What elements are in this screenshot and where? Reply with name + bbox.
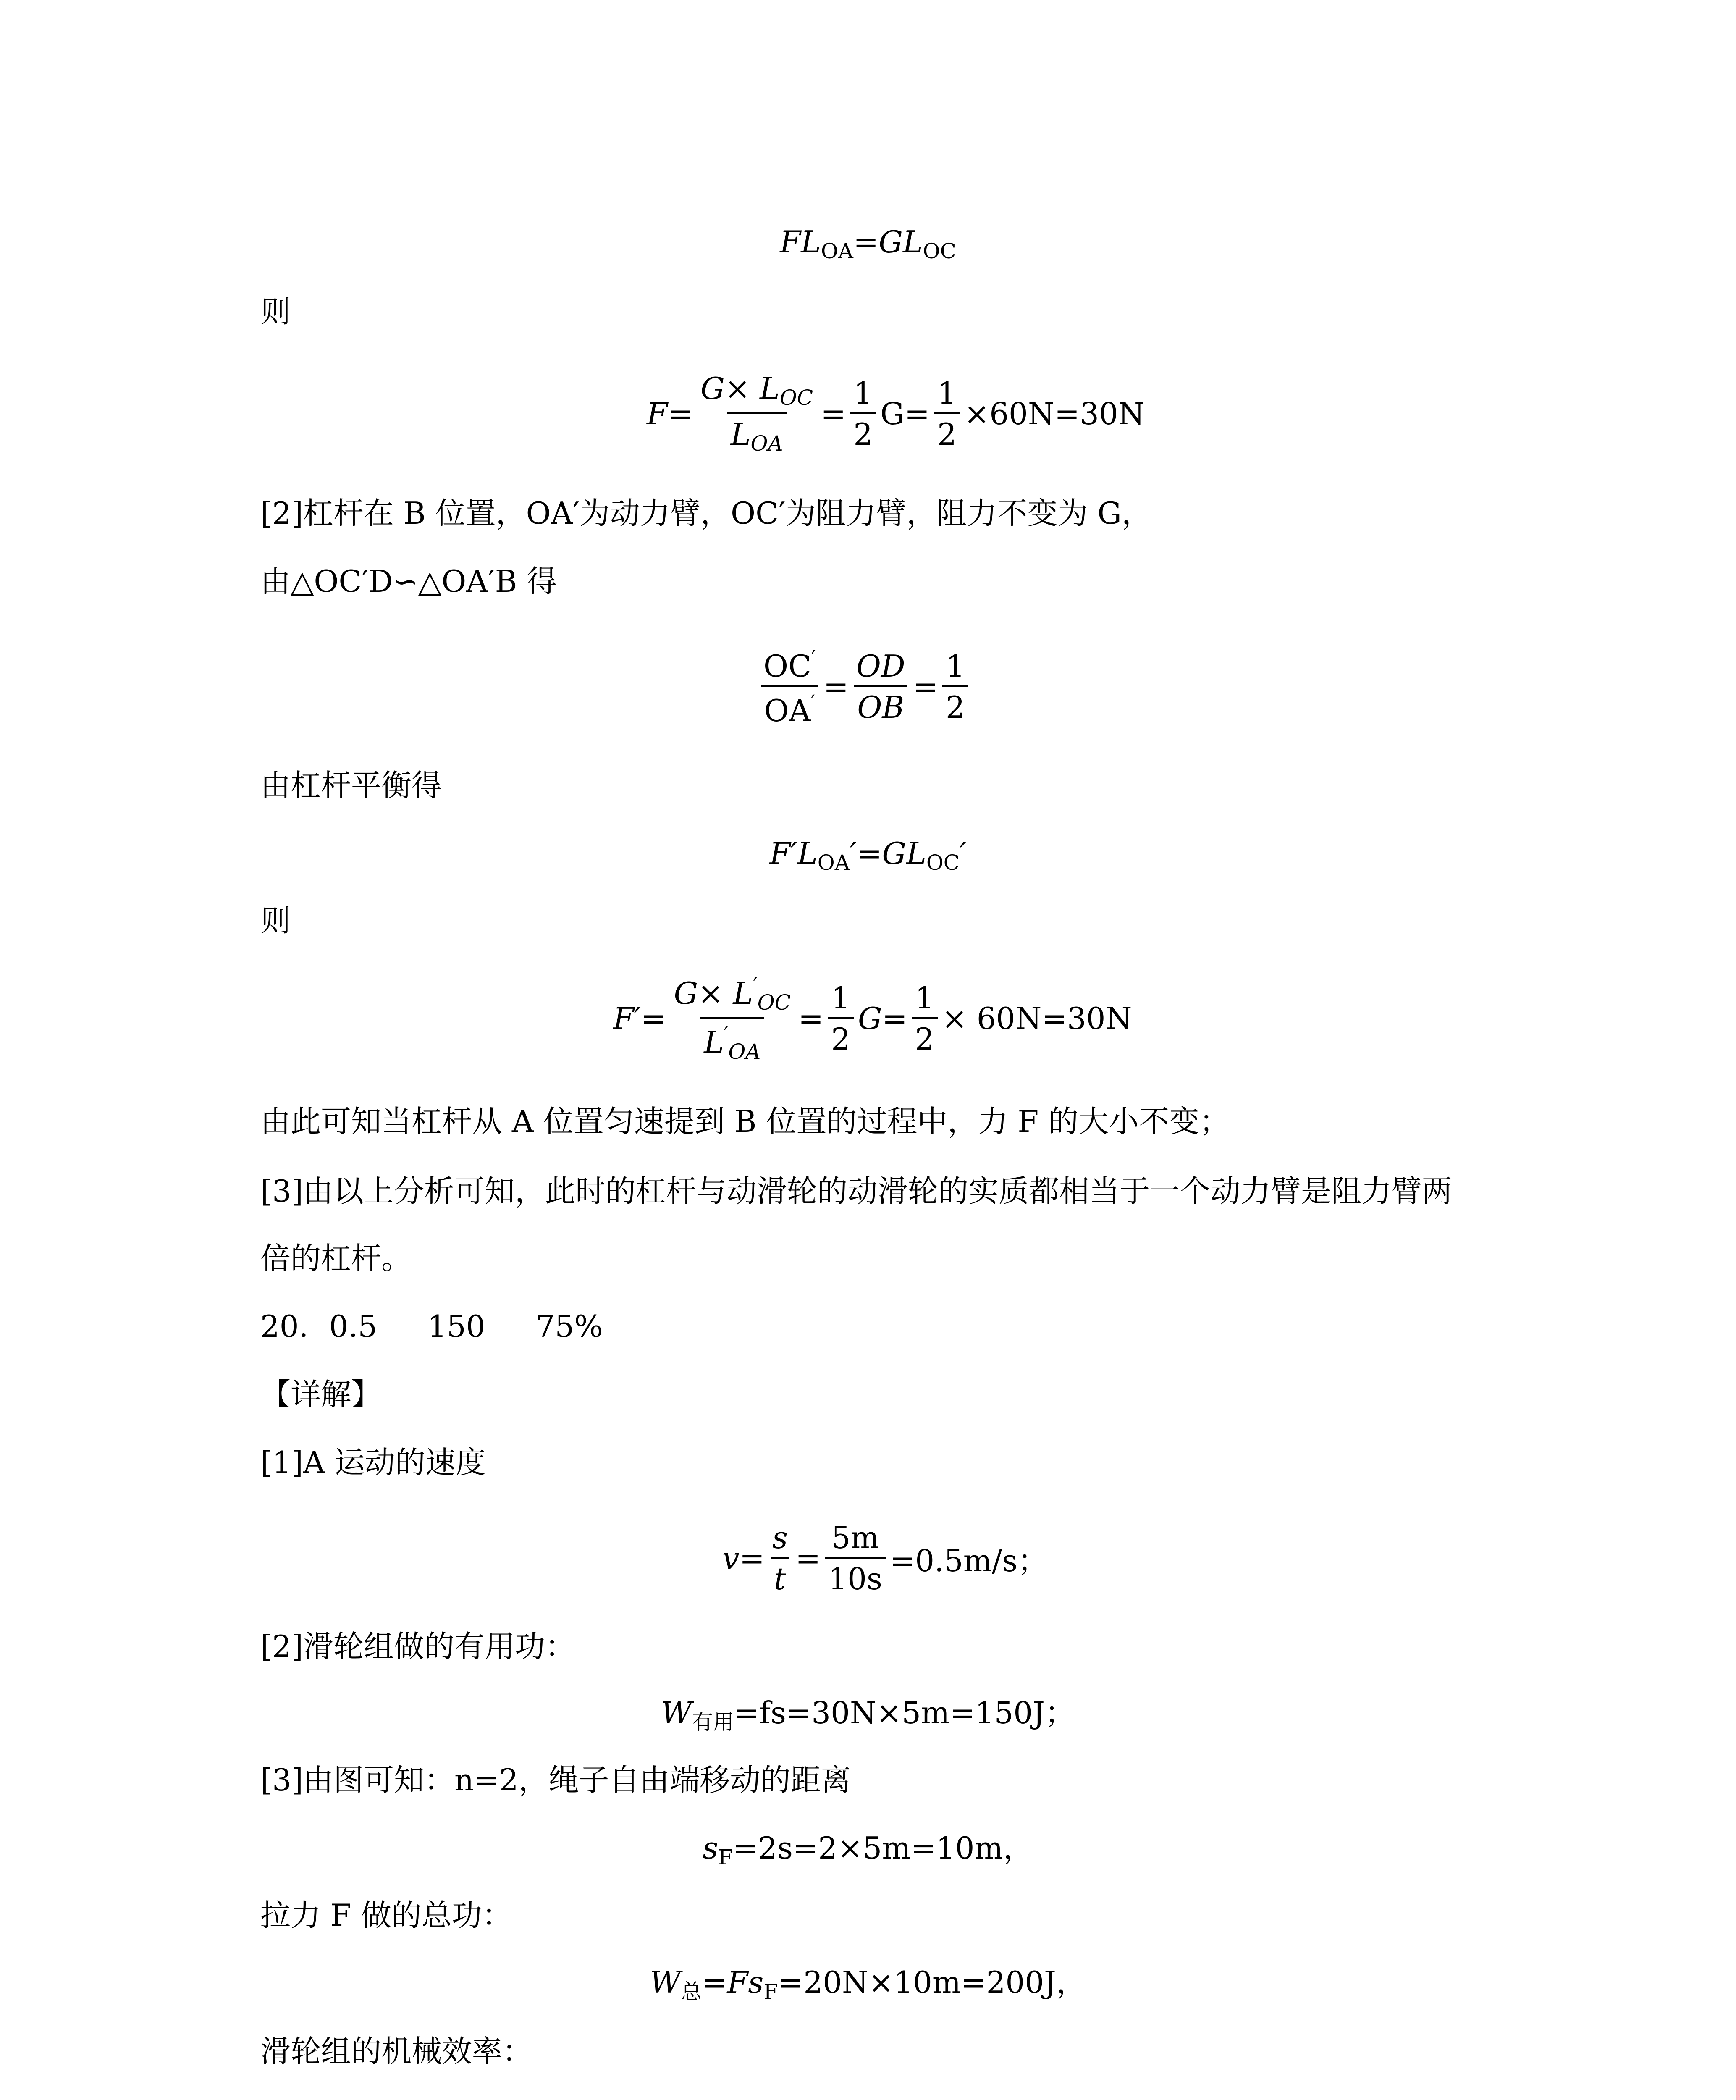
fraction-half: $\frac{1}{2}$ [850, 378, 876, 449]
equation-moment-balance-prime: $F'L_{OA}'=GL_{OC}'$ [769, 836, 967, 875]
step-2-label: [2]滑轮组做的有用功： [260, 1629, 575, 1664]
fraction-half-2: $\frac{1}{2}$ [934, 378, 960, 449]
fraction-5m-10s: $\frac{5m}{10s}$ [825, 1522, 886, 1594]
step-5-label: 滑轮组的机械效率： [260, 2034, 533, 2069]
equation-useful-work: $W_{有用}=fs=30N\times 5m=150J$； [661, 1695, 1075, 1734]
paragraph-analysis-line-1: [3]由以上分析可知，此时的杠杆与动滑轮的动滑轮的实质都相当于一个动力臂是阻力臂两 [260, 1173, 1452, 1209]
paragraph-lever-balance: 由杠杆平衡得 [260, 768, 442, 803]
paragraph-analysis-line-2: 倍的杠杆。 [260, 1241, 412, 1276]
equation-efficiency [659, 2096, 1115, 2100]
paragraph-similar-triangles: 由△OC′D∽△OA′B 得 [260, 564, 557, 599]
equation-moment-balance: $FL_{OA}=GL_{OC}$ [780, 224, 956, 263]
fraction-od-ob: $\frac{OD}{OB}$ [853, 651, 909, 722]
paragraph-position-b: [2]杠杆在 B 位置，OA′为动力臂，OC′为阻力臂，阻力不变为 G， [260, 496, 1152, 531]
paragraph-then-1: 则 [260, 294, 291, 329]
detail-heading: 【详解】 [260, 1377, 382, 1412]
paragraph-conclusion: 由此可知当杠杆从 A 位置匀速提到 B 位置的过程中，力 F 的大小不变； [260, 1104, 1230, 1139]
step-1-label: [1]A 运动的速度 [260, 1445, 486, 1480]
equation-total-work: $W_总=Fs_F=20N\times 10m=200J$， [650, 1965, 1086, 2004]
question-20-answers: 20．0.5 150 75% [260, 1309, 603, 1344]
equation-rope-distance: $s_F=2s=2\times 5m=10m$， [703, 1830, 1033, 1869]
fraction-moment: $\frac{\text{G× LOC}}{\text{LOA}}$ [700, 371, 813, 456]
paragraph-then-2: 则 [260, 903, 291, 938]
equation-velocity: v= $\frac{s}{t}$ = $\frac{5m}{10s}$ =0.5m/s； [722, 1520, 1048, 1596]
equation-ratio: $\frac{OC'}{OA'}$ = $\frac{OD}{OB}$ = $\frac{1}{2}$ [756, 638, 973, 735]
fraction-half-4: $\frac{1}{2}$ [828, 983, 854, 1054]
fraction-half-5: $\frac{1}{2}$ [912, 983, 938, 1054]
fraction-moment-prime: $\frac{G\times L'OC}{L'OA}$ [674, 973, 791, 1064]
fraction-oc-oa: $\frac{OC'}{OA'}$ [760, 648, 819, 726]
step-4-label: 拉力 F 做的总功： [260, 1898, 512, 1933]
step-3-label: [3]由图可知：n=2，绳子自由端移动的距离 [260, 1762, 851, 1798]
fraction-half-3: $\frac{1}{2}$ [942, 651, 968, 722]
equation-force-a: F= $\frac{\text{G× LOC}}{\text{LOA}}$ = $\frac{1}{2}$ G= $\frac{1}{2}$ ×60N=30N [647, 371, 1145, 456]
fraction-s-t: $\frac{s}{t}$ [769, 1522, 791, 1594]
equation-force-b: F′= $\frac{G\times L'OC}{L'OA}$ = $\frac{1}{2}$ G = $\frac{1}{2}$ × 60N=30N [613, 973, 1132, 1064]
